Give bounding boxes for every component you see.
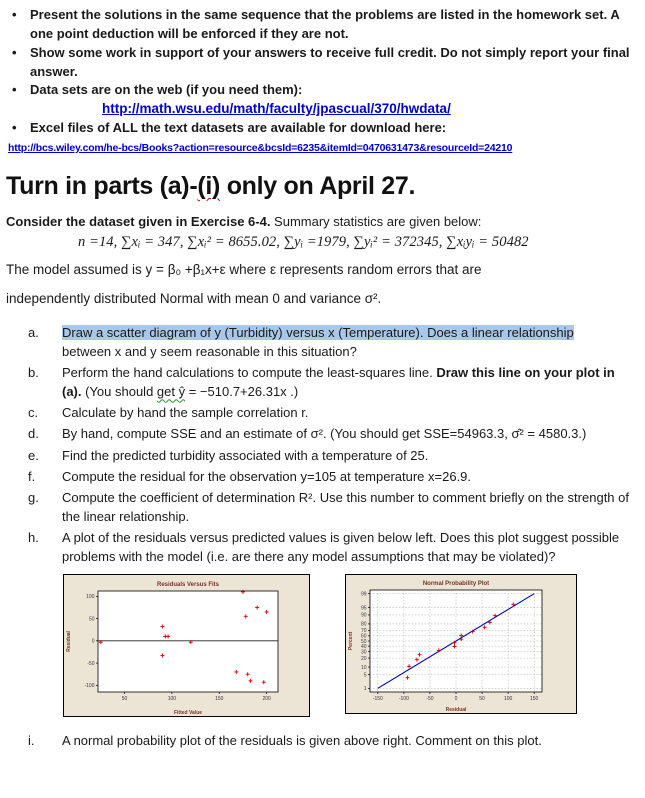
svg-text:50: 50: [360, 639, 367, 646]
title-part1: Turn in parts (a)-: [6, 172, 198, 201]
item-text: By hand, compute SSE and an estimate of σ². (You should get SSE=54963.3, σ̂² = 4580.3.): [62, 426, 587, 442]
bullet-item-datasets-web: [0, 81, 637, 100]
svg-text:10: 10: [360, 665, 367, 672]
hwdata-link-row: [102, 100, 637, 118]
item-text: [62, 323, 631, 361]
wiley-link-row: [8, 138, 637, 156]
exercise-intro-rest: Summary statistics are given below:: [270, 214, 482, 230]
bullet-text: Show some work in support of your answers to receive full credit. Do not simply report your final answer.: [30, 44, 630, 79]
list-item-c: [0, 403, 637, 422]
bullet-icon: •: [12, 44, 17, 60]
svg-text:50: 50: [88, 616, 95, 623]
page-title: [6, 172, 637, 201]
y-axis-label: Residual: [66, 631, 72, 653]
list-item-g: [0, 488, 637, 526]
item-text: Calculate by hand the sample correlation r.: [62, 405, 309, 421]
normal-probability-plot-chart: [345, 574, 577, 714]
bullet-text: Excel files of ALL the text datasets are available for download here:: [30, 120, 447, 136]
item-text-bold-seg: Draw this line on your plot in (a).: [62, 365, 615, 400]
summary-statistics-formula: n =14, ∑xᵢ = 347, ∑xᵢ² = 8655.02, ∑yᵢ =1979, ∑yᵢ² = 372345, ∑xᵢyᵢ = 50482: [78, 233, 529, 250]
model-assumption-paragraph: [6, 255, 637, 313]
bullet-text: Present the solutions in the same sequence that the problems are listed in the homework set. A one point deduction will be enforced if they are not.: [30, 7, 620, 41]
highlighted-text-selection: Draw a scatter diagram of y (Turbidity) versus x (Temperature). Does a linear relationship: [62, 324, 574, 340]
item-text-seg: = −510.7+26.31x .): [185, 384, 299, 400]
svg-text:90: 90: [360, 612, 367, 619]
item-text: Compute the coefficient of determination R². Use this number to comment briefly on the strength of the linear relationship.: [62, 489, 629, 524]
item-label: b.: [28, 365, 39, 381]
svg-text:20: 20: [360, 656, 367, 663]
y-axis-label: Percent: [348, 632, 354, 651]
plot-area: [98, 591, 278, 692]
item-text: Compute the residual for the observation y=105 at temperature x=26.9.: [62, 468, 472, 484]
list-item-b: [0, 363, 637, 401]
svg-text:150: 150: [215, 696, 224, 703]
hwdata-link[interactable]: http://math.wsu.edu/math/faculty/jpascual/370/hwdata/: [102, 101, 451, 117]
bullet-icon: •: [12, 7, 17, 22]
svg-text:100: 100: [503, 696, 513, 703]
item-text: [62, 363, 631, 401]
item-label: d.: [28, 426, 39, 442]
instructions-bullet-list: [0, 6, 637, 156]
svg-text:100: 100: [86, 594, 95, 601]
svg-text:-100: -100: [84, 683, 95, 690]
item-text-seg: (You should: [81, 384, 157, 400]
item-label: c.: [28, 405, 39, 421]
svg-text:70: 70: [360, 628, 367, 635]
item-label: g.: [28, 489, 39, 505]
svg-text:60: 60: [360, 633, 367, 640]
item-text-rest: between x and y seem reasonable in this situation?: [62, 344, 357, 360]
svg-text:5: 5: [363, 672, 367, 679]
svg-text:-150: -150: [372, 696, 383, 703]
item-text: Find the predicted turbidity associated with a temperature of 25.: [62, 447, 429, 463]
svg-text:-50: -50: [87, 661, 95, 668]
title-part2-spellcheck: (i): [197, 172, 221, 201]
item-label: a.: [28, 324, 39, 340]
list-item-a: [0, 323, 637, 361]
wiley-link[interactable]: http://bcs.wiley.com/he-bcs/Books?action=resource&bcsId=6235&itemId=0470631473&resourceId=24210: [8, 142, 513, 155]
item-text-seg: Perform the hand calculations to compute the least-squares line.: [62, 365, 437, 381]
list-item-e: [0, 446, 637, 465]
svg-text:80: 80: [360, 621, 367, 628]
item-label: e.: [28, 447, 39, 463]
svg-text:1: 1: [363, 686, 367, 693]
svg-text:100: 100: [167, 696, 177, 703]
exercise-intro-bold: Consider the dataset given in Exercise 6-4.: [6, 214, 271, 230]
svg-text:50: 50: [479, 696, 485, 703]
embedded-charts-row: [63, 574, 637, 717]
bullet-icon: •: [12, 120, 17, 136]
residuals-vs-fits-chart: [63, 574, 310, 717]
list-item-f: [0, 467, 637, 486]
svg-text:50: 50: [121, 696, 128, 703]
bullet-icon: •: [12, 82, 17, 98]
svg-text:200: 200: [262, 696, 271, 703]
item-text: A normal probability plot of the residuals is given above right. Comment on this plot.: [62, 733, 542, 749]
svg-text:99: 99: [360, 591, 367, 598]
bullet-item-excel-files: [0, 119, 637, 138]
list-item-h: [0, 528, 637, 566]
item-text-spellcheck-seg: get ŷ: [156, 384, 186, 400]
svg-text:-50: -50: [426, 696, 434, 703]
title-part3: only on April 27.: [220, 172, 416, 201]
bullet-text: Data sets are on the web (if you need them):: [30, 82, 303, 98]
svg-text:0: 0: [91, 638, 95, 645]
x-axis-label: Residual: [445, 707, 467, 714]
item-text: A plot of the residuals versus predicted values is given below left. Does this plot suggest possible problems with the model (i.e. are there any model assumptions that may be violated)?: [62, 530, 620, 565]
model-line2: independently distributed Normal with mean 0 and variance σ².: [6, 290, 382, 306]
list-item-d: [0, 424, 637, 443]
svg-text:95: 95: [360, 605, 367, 612]
chart-title: Normal Probability Plot: [422, 581, 490, 588]
exercise-intro: [6, 213, 637, 232]
svg-text:30: 30: [360, 649, 367, 656]
x-axis-label: Fitted Value: [173, 710, 203, 717]
svg-text:0: 0: [454, 696, 458, 703]
svg-text:40: 40: [360, 644, 367, 651]
item-label: f.: [28, 468, 36, 484]
item-label: h.: [28, 530, 39, 546]
svg-text:150: 150: [530, 696, 539, 703]
bullet-item-show-work: [0, 44, 637, 82]
chart-title: Residuals Versus Fits: [156, 582, 220, 589]
model-line1: The model assumed is y = β₀ +β₁x+ε where ε represents random errors that are: [6, 261, 482, 277]
list-item-i: [0, 731, 637, 750]
svg-text:-100: -100: [398, 696, 409, 703]
item-label: i.: [28, 733, 35, 749]
bullet-item-sequence: [0, 6, 637, 44]
